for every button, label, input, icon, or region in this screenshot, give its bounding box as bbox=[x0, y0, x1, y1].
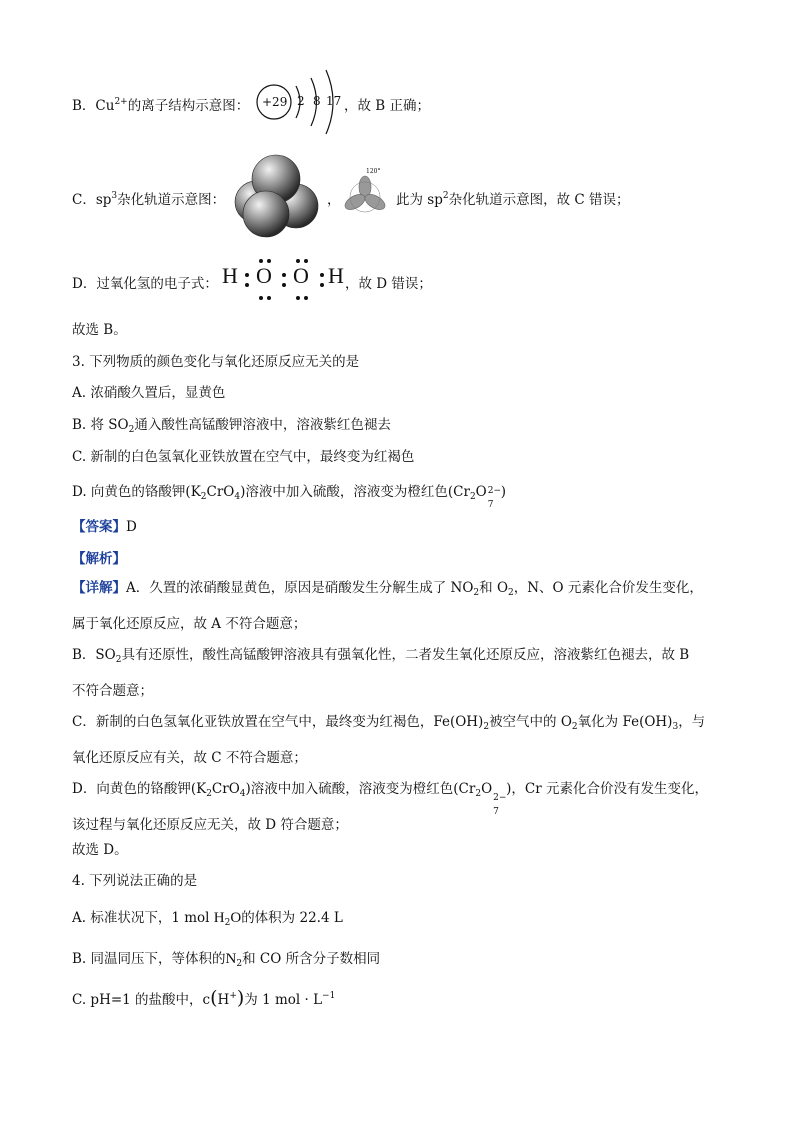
subscript: 2 bbox=[483, 722, 490, 732]
option-c-line bbox=[72, 188, 225, 208]
subscript: 2 bbox=[508, 588, 514, 598]
atom-o-left: O bbox=[256, 263, 272, 288]
q3-d-text: CrO bbox=[206, 484, 235, 500]
option-c-conclusion bbox=[396, 188, 630, 208]
choose-d: 故选 D。 bbox=[72, 842, 128, 858]
option-c-conclusion-a: 此为 sp bbox=[396, 192, 443, 208]
formula-h: H bbox=[213, 910, 225, 926]
formula-n: N bbox=[225, 951, 237, 967]
subscript: 2 bbox=[469, 492, 476, 502]
electron-dot bbox=[282, 283, 286, 287]
q4-b-text: 和 CO 所含分子数相同 bbox=[242, 951, 381, 967]
paren-open: ( bbox=[210, 987, 218, 1009]
electron-dot bbox=[304, 296, 308, 300]
exp-text: B．SO bbox=[72, 647, 116, 663]
subscript: 2 bbox=[206, 789, 212, 799]
formula-h: H bbox=[217, 992, 230, 1008]
electron-dot bbox=[245, 283, 249, 287]
exp-text: O bbox=[481, 781, 493, 797]
q3-b-text: B. 将 SO bbox=[72, 417, 129, 433]
exp-text: )溶液中加入硫酸，溶液变为橙红色(Cr bbox=[245, 781, 476, 797]
detail-explanation bbox=[72, 573, 722, 841]
q4-a-text: A. 标准状况下，1 mol bbox=[72, 910, 210, 926]
electron-dot bbox=[282, 273, 286, 277]
electron-dot bbox=[267, 259, 271, 263]
q3-d-text: O bbox=[475, 484, 487, 500]
subscript: 2 bbox=[224, 918, 231, 928]
subscript: 2 bbox=[128, 425, 135, 435]
atom-o-right: O bbox=[293, 263, 309, 288]
subscript: 7 bbox=[493, 807, 499, 817]
exp-text: 该过程与氧化还原反应无关，故 D 符合题意； bbox=[72, 817, 348, 833]
option-c-prefix: C．sp bbox=[72, 192, 112, 208]
q4-option-c bbox=[72, 987, 335, 1009]
subscript: 2 bbox=[115, 655, 122, 665]
q4-stem: 4. 下列说法正确的是 bbox=[72, 873, 198, 889]
q4-option-b bbox=[72, 947, 380, 969]
exp-text: 不符合题意； bbox=[72, 683, 153, 699]
subscript: 7 bbox=[487, 500, 494, 510]
exp-text: 氧化还原反应有关，故 C 不符合题意； bbox=[72, 750, 307, 766]
subscript: 4 bbox=[239, 789, 246, 799]
shell-3: 17 bbox=[326, 94, 342, 108]
exp-text: 和 O bbox=[479, 580, 509, 596]
exp-text: A．久置的浓硝酸显黄色，原因是硝酸发生分解生成了 NO bbox=[126, 580, 474, 596]
analysis-heading: 【解析】 bbox=[72, 551, 126, 567]
exp-text: C．新制的白色氢氧化亚铁放置在空气中，最终变为红褐色，Fe(OH) bbox=[72, 714, 484, 730]
ion-charge: 2+ bbox=[114, 97, 128, 107]
superscript: 2− bbox=[493, 793, 507, 803]
option-c-conclusion-b: 杂化轨道示意图，故 C 错误； bbox=[448, 192, 630, 208]
exp-text: 具有还原性，酸性高锰酸钾溶液具有强氧化性，二者发生氧化还原反应，溶液紫红色褪去，故 B bbox=[121, 647, 690, 663]
option-c-comma: ， bbox=[327, 192, 341, 208]
subscript: 2 bbox=[571, 722, 578, 732]
subscript: 2 bbox=[236, 959, 243, 969]
nucleus-charge: +29 bbox=[262, 95, 288, 109]
answer-value: D bbox=[126, 519, 137, 535]
superscript: −1 bbox=[322, 991, 336, 1001]
electron-dot bbox=[296, 259, 300, 263]
subscript: 2 bbox=[473, 588, 480, 598]
explanation-b bbox=[72, 640, 722, 707]
q3-option-c: C. 新制的白色氢氧化亚铁放置在空气中，最终变为红褐色 bbox=[72, 449, 415, 465]
q4-c-text: C. pH=1 的盐酸中， bbox=[72, 992, 203, 1008]
sp3-exponent: 3 bbox=[111, 191, 118, 201]
q4-c-text: 为 1 mol · L bbox=[244, 992, 323, 1008]
electron-dot bbox=[320, 283, 324, 287]
exp-text: D．向黄色的铬酸钾(K bbox=[72, 781, 207, 797]
formula-c: c bbox=[202, 992, 211, 1008]
answer-label: 【答案】 bbox=[72, 519, 126, 535]
sp2-angle-label: 120° bbox=[366, 168, 381, 175]
electron-dot bbox=[245, 273, 249, 277]
q3-option-a: A. 浓硝酸久置后，显黄色 bbox=[72, 385, 226, 401]
option-d-conclusion: ，故 D 错误； bbox=[345, 276, 432, 292]
exp-text: )，Cr 元素化合价没有发生变化， bbox=[506, 781, 708, 797]
electron-dot bbox=[296, 296, 300, 300]
subscript: 3 bbox=[672, 722, 679, 732]
explanation-c bbox=[72, 707, 722, 774]
subscript: 4 bbox=[234, 492, 241, 502]
option-b-line bbox=[72, 94, 249, 114]
option-b-conclusion: ，故 B 正确； bbox=[344, 98, 431, 114]
shell-2: 8 bbox=[313, 94, 321, 108]
superscript: 2− bbox=[487, 486, 502, 496]
option-d-prefix: D．过氧化氢的电子式： bbox=[72, 276, 218, 292]
q3-d-text: D. 向黄色的铬酸钾(K bbox=[72, 484, 201, 500]
exp-text: ，与 bbox=[678, 714, 706, 730]
sp2-orbital-image bbox=[340, 170, 390, 220]
detail-label: 【详解】 bbox=[72, 580, 126, 596]
answer-line bbox=[72, 515, 137, 535]
option-b-prefix: B．Cu bbox=[72, 98, 115, 114]
atom-h-left: H bbox=[222, 263, 238, 288]
analysis-label bbox=[72, 547, 126, 567]
electron-dot bbox=[320, 273, 324, 277]
superscript: + bbox=[229, 991, 237, 1001]
q3-option-b bbox=[72, 413, 391, 435]
paren-close: ) bbox=[236, 987, 245, 1009]
option-c-desc: 杂化轨道示意图： bbox=[117, 192, 226, 208]
sp2-exponent: 2 bbox=[442, 191, 449, 201]
q3-b-text: 通入酸性高锰酸钾溶液中，溶液紫红色褪去 bbox=[134, 417, 391, 433]
electron-dot bbox=[259, 259, 263, 263]
q3-stem: 3. 下列物质的颜色变化与氧化还原反应无关的是 bbox=[72, 354, 360, 370]
choose-b: 故选 B。 bbox=[72, 322, 127, 338]
exp-text: ，N、O 元素化合价发生变化， bbox=[513, 580, 703, 596]
q3-d-text: ) bbox=[500, 484, 507, 500]
exp-text: 氧化为 Fe(OH) bbox=[577, 714, 673, 730]
formula-o: O bbox=[230, 910, 242, 926]
q3-d-text: )溶液中加入硫酸，溶液变为橙红色(Cr bbox=[240, 484, 470, 500]
subscript: 2 bbox=[200, 492, 207, 502]
option-b-desc: 的离子结构示意图： bbox=[127, 98, 250, 114]
q4-option-a bbox=[72, 906, 343, 928]
exp-text: 属于氧化还原反应，故 A 不符合题意； bbox=[72, 616, 307, 632]
sp3-orbital-image bbox=[232, 152, 324, 240]
q4-b-text: B. 同温同压下，等体积的 bbox=[72, 951, 226, 967]
explanation-d bbox=[72, 774, 722, 841]
option-d-line bbox=[72, 272, 218, 292]
exp-text: 被空气中的 O bbox=[489, 714, 572, 730]
electron-dot bbox=[267, 296, 271, 300]
subscript: 2 bbox=[475, 789, 482, 799]
explanation-a bbox=[72, 573, 722, 640]
shell-1: 2 bbox=[297, 94, 305, 108]
q4-a-text: 的体积为 22.4 L bbox=[241, 910, 343, 926]
atom-h-right: H bbox=[328, 263, 344, 288]
electron-dot bbox=[304, 259, 308, 263]
exp-text: CrO bbox=[211, 781, 240, 797]
electron-dot bbox=[259, 296, 263, 300]
q3-option-d bbox=[72, 480, 507, 510]
